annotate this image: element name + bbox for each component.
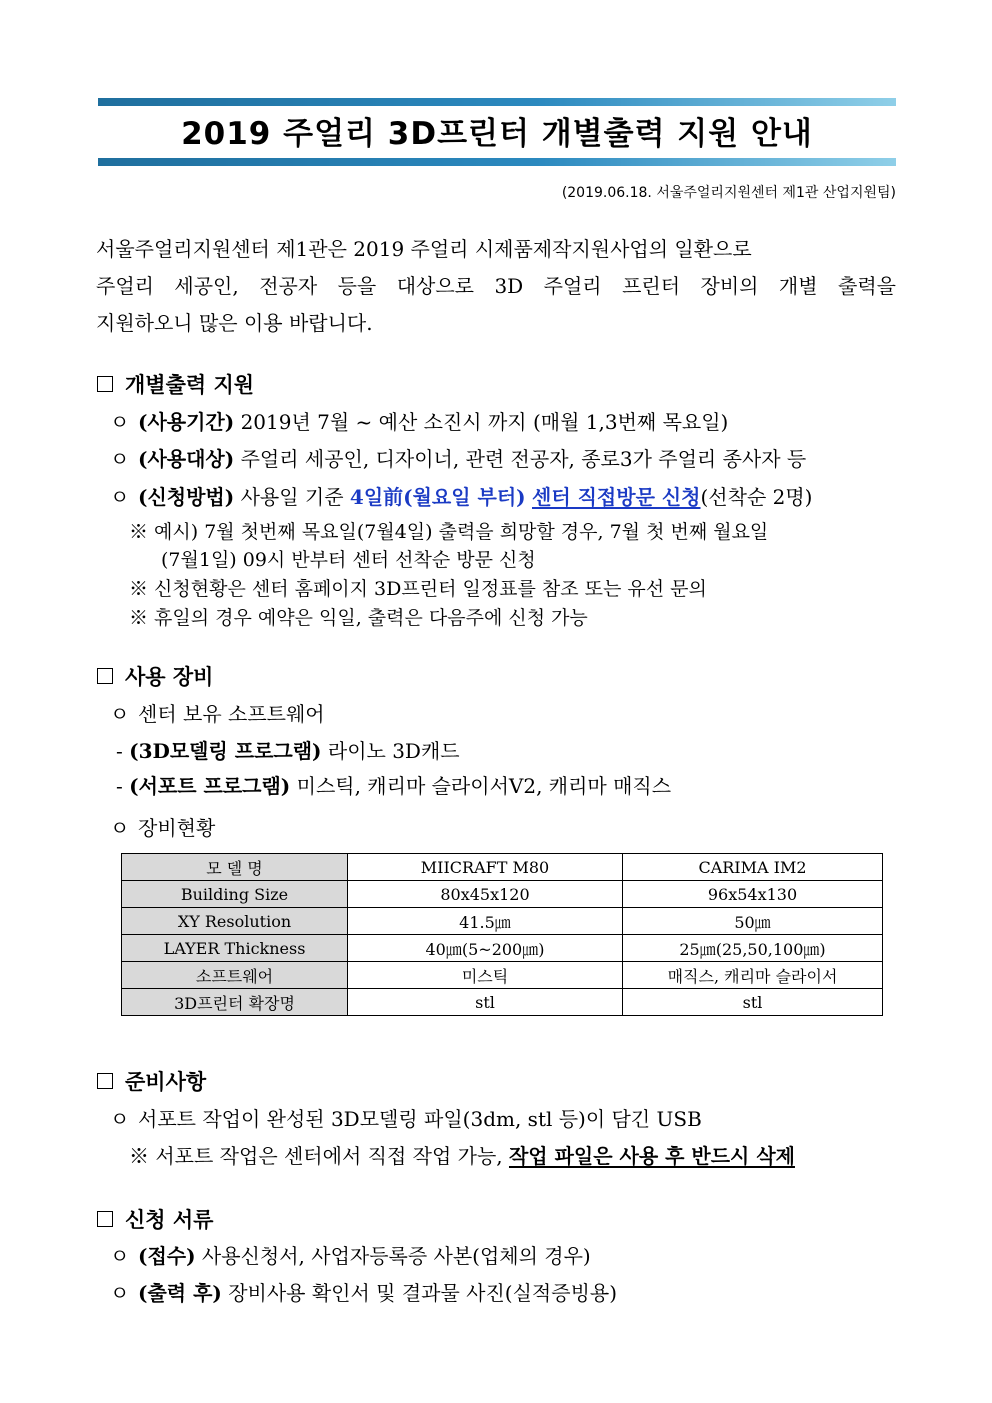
list-item-period (110, 406, 728, 435)
table-cell: 41.5㎛ (348, 908, 623, 935)
note-holiday: ※ 휴일의 경우 예약은 익일, 출력은 다음주에 신청 가능 (129, 607, 588, 629)
checkbox-square-icon (97, 1073, 113, 1089)
list-item-target (110, 443, 806, 472)
intro-line-2: 주얼리 세공인, 전공자 등을 대상으로 3D 주얼리 프린터 장비의 개별 출력을 (96, 274, 896, 298)
table-cell: XY Resolution (122, 908, 348, 935)
item-text: 장비사용 확인서 및 결과물 사진(실적증빙용) (221, 1281, 618, 1305)
item-text: 서포트 작업이 완성된 3D모델링 파일(3dm, stl 등)이 담긴 USB (138, 1107, 702, 1131)
section-heading-text: 준비사항 (125, 1069, 207, 1094)
circle-bullet-icon: ㅇ (110, 1244, 130, 1268)
section-heading-text: 개별출력 지원 (125, 372, 255, 397)
table-cell: stl (623, 989, 883, 1016)
software-modeling (116, 735, 460, 764)
table-row (122, 935, 883, 962)
section-heading-equipment (97, 661, 213, 691)
checkbox-square-icon (97, 668, 113, 684)
table-row (122, 881, 883, 908)
intro-line-1: 서울주얼리지원센터 제1관은 2019 주얼리 시제품제작지원사업의 일환으로 (96, 237, 752, 261)
item-label: (3D모델링 프로그램) (129, 739, 322, 763)
dash-bullet-icon: - (116, 739, 123, 763)
title-top-bar (98, 98, 896, 106)
list-item-application (110, 1240, 591, 1269)
table-cell: LAYER Thickness (122, 935, 348, 962)
table-cell: Building Size (122, 881, 348, 908)
intro-line-3: 지원하오니 많은 이용 바랍니다. (96, 311, 373, 335)
circle-bullet-icon: ㅇ (110, 410, 130, 434)
section-heading-support (97, 369, 254, 399)
table-header-row (122, 854, 883, 881)
circle-bullet-icon: ㅇ (110, 447, 130, 471)
table-cell: 96x54x130 (623, 881, 883, 908)
note-emphasis: 작업 파일은 사용 후 반드시 삭제 (508, 1144, 795, 1168)
section-heading-text: 신청 서류 (125, 1207, 214, 1232)
table-cell: 매직스, 캐리마 슬라이서 (623, 962, 883, 989)
table-cell: 80x45x120 (348, 881, 623, 908)
checkbox-square-icon (97, 1211, 113, 1227)
intro-paragraph (96, 231, 896, 342)
circle-bullet-icon: ㅇ (110, 816, 130, 840)
title-block (98, 98, 896, 166)
item-label: (사용기간) (138, 410, 235, 434)
section-heading-preparation (97, 1066, 206, 1096)
note-status: ※ 신청현황은 센터 홈페이지 3D프린터 일정표를 참조 또는 유선 문의 (129, 578, 707, 600)
item-label: (서포트 프로그램) (129, 774, 291, 798)
circle-bullet-icon: ㅇ (110, 1281, 130, 1305)
table-header-cell: 모 델 명 (122, 854, 348, 881)
item-text: 2019년 7월 ~ 예산 소진시 까지 (매월 1,3번째 목요일) (234, 410, 729, 434)
table-row (122, 962, 883, 989)
table-cell: 미스틱 (348, 962, 623, 989)
equipment-table (121, 853, 883, 1016)
table-cell: 50㎛ (623, 908, 883, 935)
table-row (122, 989, 883, 1016)
item-text: 사용일 기준 (234, 485, 350, 509)
list-item-usb (110, 1103, 702, 1132)
table-cell: 40㎛(5~200㎛) (348, 935, 623, 962)
document-title: 2019 주얼리 3D프린터 개별출력 지원 안내 (181, 116, 813, 152)
list-item-software (110, 698, 325, 727)
note-example-line-2: (7월1일) 09시 반부터 센터 선착순 방문 신청 (161, 549, 536, 571)
item-text: 미스틱, 캐리마 슬라이서V2, 캐리마 매직스 (290, 774, 672, 798)
dash-bullet-icon: - (116, 774, 123, 798)
note-example-line-1: ※ 예시) 7월 첫번째 목요일(7월4일) 출력을 희망할 경우, 7월 첫 번째 월요일 (129, 521, 769, 543)
item-label: (출력 후) (138, 1281, 222, 1305)
note-text: ※ 서포트 작업은 센터에서 직접 작업 가능, (129, 1144, 509, 1168)
item-label: (접수) (138, 1244, 196, 1268)
table-row (122, 908, 883, 935)
section-heading-text: 사용 장비 (125, 664, 214, 689)
item-text: 사용신청서, 사업자등록증 사본(업체의 경우) (195, 1244, 591, 1268)
item-text: 주얼리 세공인, 디자이너, 관련 전공자, 종로3가 주얼리 종사자 등 (234, 447, 807, 471)
item-text: 센터 보유 소프트웨어 (138, 702, 325, 726)
list-item-equipment (110, 812, 215, 841)
table-cell: 25㎛(25,50,100㎛) (623, 935, 883, 962)
checkbox-square-icon (97, 376, 113, 392)
list-item-method (110, 481, 812, 510)
software-support (116, 770, 671, 799)
table-header-cell: CARIMA IM2 (623, 854, 883, 881)
circle-bullet-icon: ㅇ (110, 1107, 130, 1131)
table-header-cell: MIICRAFT M80 (348, 854, 623, 881)
table-cell: 소프트웨어 (122, 962, 348, 989)
table-cell: 3D프린터 확장명 (122, 989, 348, 1016)
section-heading-documents (97, 1204, 213, 1234)
issuer-line: (2019.06.18. 서울주얼리지원센터 제1관 산업지원팀) (561, 185, 896, 201)
note-delete-files (129, 1140, 795, 1169)
item-label: (사용대상) (138, 447, 235, 471)
item-label: (신청방법) (138, 485, 235, 509)
list-item-after-output (110, 1277, 617, 1306)
item-text: 라이노 3D캐드 (321, 739, 460, 763)
highlight-deadline: 4일前(월요일 부터) (349, 485, 526, 509)
circle-bullet-icon: ㅇ (110, 702, 130, 726)
table-cell: stl (348, 989, 623, 1016)
highlight-visit: 센터 직접방문 신청 (532, 485, 701, 509)
item-text-tail: (선착순 2명) (700, 485, 813, 509)
item-text: 장비현황 (138, 816, 216, 840)
circle-bullet-icon: ㅇ (110, 485, 130, 509)
title-bottom-bar (98, 158, 896, 166)
